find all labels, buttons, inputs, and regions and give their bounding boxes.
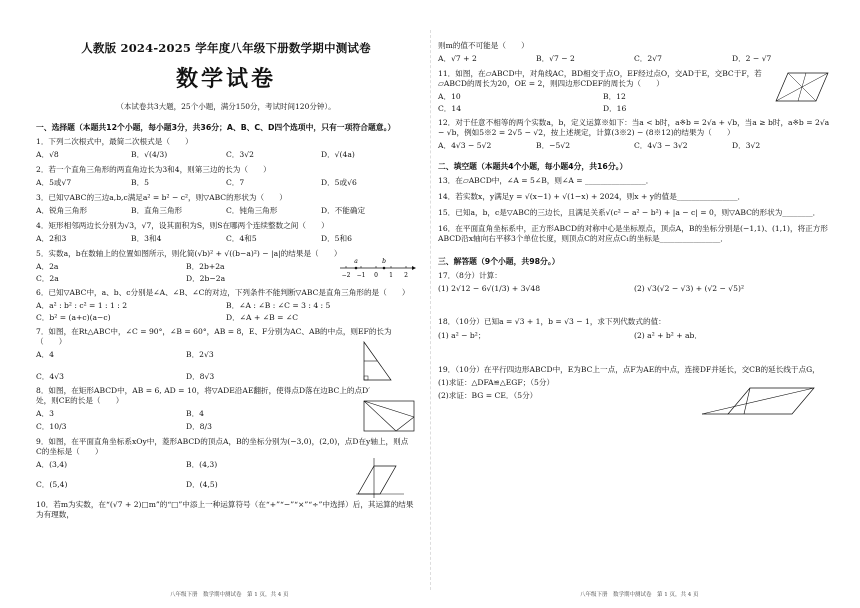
question-2: 2．若一个直角三角形的两直角边长为3和4，则第三边的长为（ ） [36,165,271,174]
q2-option-b: B．5 [131,178,150,187]
q1-option-a: A．√8 [36,150,59,159]
parallelogram-proof-figure [698,384,818,418]
q19-part-1: (1)求证：△DFA≌△EGF；（5分） [438,378,555,387]
q1-option-d: D．√(4a) [321,150,355,159]
question-17: 17．（8分）计算： [438,271,502,280]
q9-option-b: B．(4,3) [186,460,218,469]
question-11: 11．如图，在▱ABCD中，对角线AC，BD相交于点O，EF经过点O，交AD于E，交BC于F，若▱ABCD的周长为20，OE = 2，则四边形CDEF的周长为（ ） [438,69,762,88]
q10-option-d: D．2 − √7 [732,54,772,63]
q3-option-d: D．不能确定 [321,206,366,215]
paper-subtitle: 数学试卷 [175,67,276,92]
q3-options [36,206,416,216]
q4-option-d: D．5和6 [321,234,352,243]
question-16: 16．在平面直角坐标系中，正方形ABCD的对称中心是坐标原点，顶点A，B的坐标分别是(−1,1)、(1,1)，将正方形ABCD沿x轴向右平移3个单位长度，则顶点C的对应点C₁的坐标是________________． [438,224,828,243]
q3-option-b: B．直角三角形 [131,206,183,215]
q11-options [438,92,768,114]
section-answer-heading: 三、解答题（9个小题，共98分。） [438,257,560,266]
question-15: 15．已知a，b，c是▽ABC的三边长，且满足关系√(c² − a² − b²) + |a − c| = 0，则▽ABC的形状为________． [438,208,821,217]
q9-option-a: A．(3,4) [36,460,68,469]
rhombus-coordinate-figure [354,456,406,500]
question-14: 14．若实数x，y满足y = √(x−1) + √(1−x) + 2024，则x + y的值是________________． [438,192,746,201]
q1-option-c: C．3√2 [226,150,254,159]
q3-option-a: A．锐角三角形 [36,206,88,215]
q12-option-c: C．4√3 − 3√2 [634,141,688,150]
question-12: 12．对于任意不相等的两个实数a，b，定义运算※如下：当a < b时，a※b = 2√a + √b，当a ≥ b时，a※b = 2√a − √b，例如5※2 = 2√5 − √2，按上述规定，计算(3※2) − (8※12)的结果为（ ） [438,118,830,137]
rectangle-fold-figure [362,397,418,435]
q2-option-a: A．5或√7 [36,178,72,187]
q6-option-b: B．∠A : ∠B : ∠C = 3 : 4 : 5 [226,301,331,310]
q4-options [36,234,416,244]
q8-option-c: C．10/3 [36,422,67,431]
question-4: 4．矩形相邻两边长分别为√3，√7，设其面积为S，则S在哪两个连续整数之间（ ） [36,221,329,230]
q8-option-d: D．8/3 [186,422,212,431]
q3-option-c: C．钝角三角形 [226,206,278,215]
q7-options [36,350,336,382]
q17-part-2: (2) √3(√2 − √3) + (√2 − √5)² [634,284,744,293]
section-fill-heading: 二、填空题（本题共4个小题，每小题4分，共16分。） [438,162,628,171]
q6-option-d: D．∠A + ∠B = ∠C [226,313,299,322]
q9-option-d: D．(4,5) [186,480,218,489]
question-6: 6．已知▽ABC中，a、b、c分别是∠A、∠B、∠C的对边，下列条件不能判断▽ABC是直角三角形的是（ ） [36,288,410,297]
q8-options [36,409,336,432]
q9-options [36,460,336,490]
tick-label: 0 [374,272,378,279]
question-13: 13．在▱ABCD中，∠A = 5∠B，则∠A = ________________． [438,176,654,185]
question-9: 9．如图，在平面直角坐标系xOy中，菱形ABCD的顶点A，B的坐标分别为(−3,0)，(2,0)，点D在y轴上，则点C的坐标是（ ） [36,437,409,456]
q9-option-c: C．(5,4) [36,480,68,489]
q11-option-d: D．16 [603,104,627,113]
q18-subquestions [438,330,830,341]
section-choice-heading: 一、选择题（本题共12个小题，每小题3分，共36分；A、B、C、D四个选项中，只有一项符合题意。） [36,123,396,132]
q5-option-b: B．2b+2a [186,262,225,271]
right-page [430,0,860,608]
q6-options [36,301,416,323]
q6-option-a: A．a² : b² : c² = 1 : 1 : 2 [36,301,128,310]
q1-options [36,150,416,160]
q4-option-b: B．3和4 [131,234,162,243]
q12-option-b: B．−5√2 [536,141,571,150]
q2-options [36,178,416,188]
exam-note: （本试卷共3大题，25个小题，满分150分，考试时间120分钟）。 [116,102,336,111]
tick-label: 1 [389,272,393,279]
q7-option-b: B．2√3 [186,350,214,359]
q6-option-c: C．b² = (a+c)(a−c) [36,313,111,322]
tick-label: −1 [356,272,366,279]
q5-option-d: D．2b−2a [186,274,226,283]
q5-options [36,262,336,284]
question-7: 7．如图，在Rt△ABC中，∠C = 90°，∠B = 60°，AB = 8，E、F分别为AC、AB的中点，则EF的长为（ ） [36,327,392,346]
q5-option-c: C．2a [36,274,59,283]
right-footer: 八年级下册 数学期中测试卷 第 1 页，共 4 页 [580,592,699,598]
left-footer: 八年级下册 数学期中测试卷 第 1 页，共 4 页 [170,592,289,598]
q11-option-a: A．10 [438,92,461,101]
q1-option-b: B．√(4/3) [131,150,168,159]
tick-label: −2 [341,272,351,279]
q8-option-b: B．4 [186,409,205,418]
q12-options [438,141,830,151]
question-1: 1．下列二次根式中，最简二次根式是（ ） [36,137,193,146]
q7-option-d: D．8√3 [186,372,215,381]
question-8: 8．如图，在矩形ABCD中，AB = 6, AD = 10，将▽ADE沿AE翻折，使得点D落在边BC上的点D′处，则CE的长是（ ） [36,386,370,405]
q10-option-c: C．2√7 [634,54,662,63]
q17-subquestions [438,284,830,293]
q10-options [438,54,830,64]
tick-label: 2 [404,272,408,279]
triangle-figure [361,340,395,384]
question-18: 18．（10分）已知a = √3 + 1，b = √3 − 1，求下列代数式的值： [438,317,666,326]
q18-part-2: (2) a² + b² + ab． [634,331,703,340]
q2-option-c: C．7 [226,178,245,187]
q10-option-b: B．√7 − 2 [536,54,575,63]
q7-option-c: C．4√3 [36,372,64,381]
q17-part-1: (1) 2√12 − 6√(1/3) + 3√48 [438,284,541,293]
q11-option-c: C．14 [438,104,462,113]
q2-option-d: D．5或√6 [321,178,357,187]
exam-title: 人教版 2024-2025 学年度八年级下册数学期中测试卷 [81,41,371,55]
q10-option-a: A．√7 + 2 [438,54,477,63]
question-10-continued: 则m的值不可能是（ ） [438,41,529,50]
question-5: 5．实数a，b在数轴上的位置如图所示，则化简(√b)² + √((b−a)²) − |a|的结果是（ ） [36,249,342,258]
q5-option-a: A．2a [36,262,59,271]
q12-option-d: D．3√2 [732,141,761,150]
point-a-label: a [354,258,358,265]
q4-option-c: C．4和5 [226,234,257,243]
number-line-figure [336,256,416,284]
parallelogram-figure [772,69,830,105]
q7-option-a: A．4 [36,350,54,359]
q18-part-1: (1) a² − b²； [438,331,486,340]
q4-option-a: A．2和3 [36,234,67,243]
question-10: 10．若m为实数，在“(√7 + 2)□m”的“□”中添上一种运算符号（在“+”“−”“×”“÷”中选择）后，其运算的结果为有理数， [36,500,414,519]
q8-option-a: A．3 [36,409,54,418]
q11-option-b: B．12 [603,92,626,101]
question-19: 19．（10分）在平行四边形ABCD中，E为BC上一点，点F为AE的中点，连接DF并延长，交CB的延长线于点G， [438,365,820,374]
q19-part-2: (2)求证：BG = CE．（5分） [438,391,538,400]
point-b-label: b [382,258,386,265]
q12-option-a: A．4√3 − 5√2 [438,141,492,150]
question-3: 3．已知▽ABC的三边a,b,c满足a² = b² − c²，则▽ABC的形状为（ ） [36,193,287,202]
